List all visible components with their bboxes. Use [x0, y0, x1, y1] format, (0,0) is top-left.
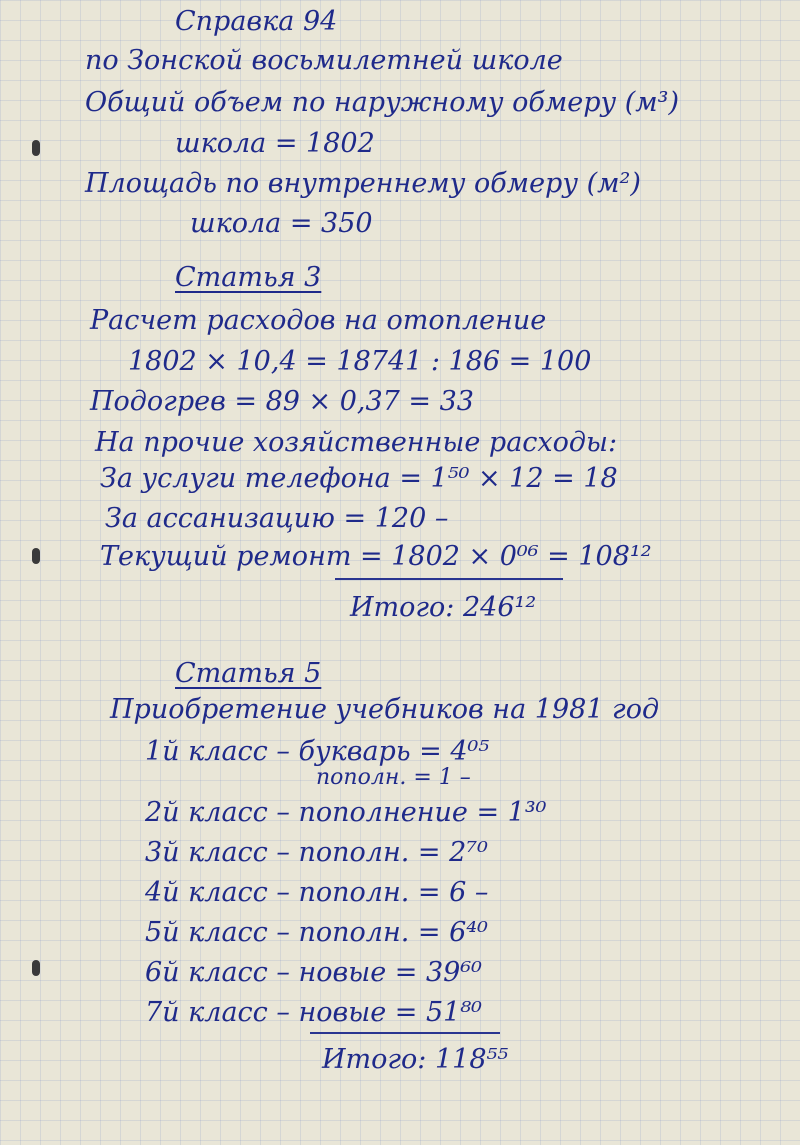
section-heading: Статья 5 — [175, 658, 322, 689]
text-line: 2й класс – пополнение = 1³⁰ — [145, 797, 547, 828]
text-line: школа = 1802 — [175, 128, 375, 159]
text-line: Общий объем по наружному обмеру (м³) — [85, 87, 679, 118]
text-line: 1й класс – букварь = 4⁰⁵ — [145, 736, 490, 767]
text-line: 7й класс – новые = 51⁸⁰ — [145, 997, 482, 1028]
text-line: пополн. = 1 – — [316, 765, 471, 790]
total-line: Итого: 246¹² — [350, 592, 537, 623]
text-line: 6й класс – новые = 39⁶⁰ — [145, 957, 482, 988]
text-line: 5й класс – пополн. = 6⁴⁰ — [145, 917, 488, 948]
text-line: За услуги телефона = 1⁵⁰ × 12 = 18 — [100, 463, 618, 494]
text-line: За ассанизацию = 120 – — [105, 503, 449, 534]
text-line: по Зонской восьмилетней школе — [85, 45, 563, 76]
text-line: Текущий ремонт = 1802 × 0⁰⁶ = 108¹² — [100, 541, 652, 572]
sum-rule — [310, 1032, 500, 1034]
sum-rule — [335, 578, 563, 580]
text-line: 1802 × 10,4 = 18741 : 186 = 100 — [128, 346, 592, 377]
text-line: На прочие хозяйственные расходы: — [95, 427, 618, 458]
text-line: Подогрев = 89 × 0,37 = 33 — [90, 386, 474, 417]
total-line: Итого: 118⁵⁵ — [322, 1044, 509, 1075]
binding-hole — [32, 548, 40, 564]
text-line: Приобретение учебников на 1981 год — [110, 694, 660, 725]
text-line: Площадь по внутреннему обмеру (м²) — [85, 168, 641, 199]
text-line: 4й класс – пополн. = 6 – — [145, 877, 489, 908]
text-line: Расчет расходов на отопление — [90, 305, 547, 336]
text-line: 3й класс – пополн. = 2⁷⁰ — [145, 837, 488, 868]
binding-hole — [32, 140, 40, 156]
text-line: школа = 350 — [190, 208, 373, 239]
page-title: Справка 94 — [175, 6, 338, 37]
section-heading: Статья 3 — [175, 262, 322, 293]
binding-hole — [32, 960, 40, 976]
